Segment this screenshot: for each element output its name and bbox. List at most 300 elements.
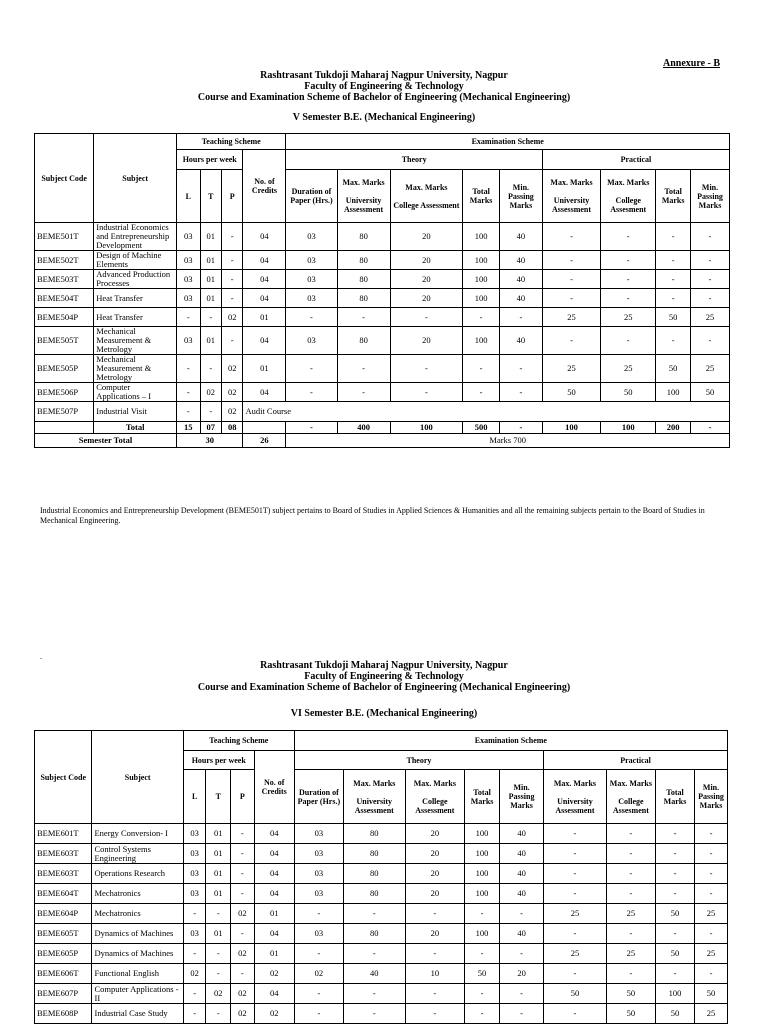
value-cell: 01 — [206, 824, 231, 844]
value-cell: 07 — [200, 422, 221, 434]
university-name: Rashtrasant Tukdoji Maharaj Nagpur University, Nagpur — [260, 660, 508, 671]
max-marks-label: Max. Marks — [553, 778, 597, 788]
value-cell: - — [695, 884, 728, 904]
value-cell: - — [231, 844, 255, 864]
header-block-2 — [0, 660, 768, 693]
college-assess-label: College Assesment — [610, 196, 647, 214]
value-cell: - — [656, 251, 691, 270]
value-cell: - — [465, 984, 500, 1004]
value-cell: 80 — [337, 289, 390, 308]
table-row — [35, 904, 728, 924]
value-cell: - — [390, 355, 463, 383]
value-cell: - — [183, 1004, 206, 1024]
value-cell: - — [405, 1004, 465, 1024]
value-cell: - — [337, 355, 390, 383]
table-row — [35, 964, 728, 984]
value-cell: - — [286, 383, 337, 402]
value-cell: 20 — [405, 924, 465, 944]
value-cell: 03 — [286, 327, 337, 355]
value-cell: - — [601, 327, 656, 355]
theory-header: Theory — [294, 751, 543, 770]
col-total: Total Marks — [463, 170, 500, 223]
value-cell: 20 — [390, 223, 463, 251]
value-cell: 40 — [499, 223, 542, 251]
value-cell: 40 — [499, 251, 542, 270]
subject-cell: Design of Machine Elements — [94, 251, 177, 270]
value-cell: 50 — [606, 984, 655, 1004]
value-cell: - — [200, 402, 221, 422]
value-cell: 50 — [542, 383, 600, 402]
table-row — [35, 251, 730, 270]
col-duration: Duration of Paper (Hrs.) — [286, 170, 337, 223]
subject-code-cell: BEME603T — [35, 844, 92, 864]
value-cell: 50 — [465, 964, 500, 984]
value-cell: - — [656, 223, 691, 251]
value-cell: - — [286, 355, 337, 383]
value-cell: 40 — [500, 864, 544, 884]
semester-total-marks: Marks 700 — [286, 434, 730, 448]
value-cell: 01 — [206, 864, 231, 884]
semester-5-title: V Semester B.E. (Mechanical Engineering) — [292, 112, 476, 123]
subject-cell: Dynamics of Machines — [92, 924, 183, 944]
value-cell: - — [231, 824, 255, 844]
subject-code-cell: BEME503T — [35, 270, 94, 289]
value-cell: 100 — [656, 383, 691, 402]
value-cell: - — [499, 308, 542, 327]
value-cell: 80 — [344, 884, 406, 904]
subject-code-cell: BEME603T — [35, 864, 92, 884]
value-cell: 03 — [177, 223, 201, 251]
value-cell: 02 — [200, 383, 221, 402]
value-cell: 50 — [656, 308, 691, 327]
value-cell: - — [231, 924, 255, 944]
max-marks-label: Max. Marks — [353, 778, 396, 788]
table-row — [35, 402, 730, 422]
value-cell: 01 — [200, 270, 221, 289]
subject-code-cell: BEME604T — [35, 884, 92, 904]
value-cell: - — [465, 1004, 500, 1024]
col-T: T — [200, 170, 221, 223]
value-cell: 100 — [465, 864, 500, 884]
value-cell: 02 — [231, 1004, 255, 1024]
value-cell: 80 — [344, 924, 406, 944]
value-cell: - — [695, 924, 728, 944]
value-cell: - — [206, 1004, 231, 1024]
hours-per-week-header: Hours per week — [177, 150, 243, 170]
value-cell: 02 — [221, 308, 242, 327]
subject-code-cell: BEME505P — [35, 355, 94, 383]
value-cell: - — [500, 1004, 544, 1024]
value-cell: - — [542, 251, 600, 270]
value-cell: 100 — [463, 327, 500, 355]
value-cell: - — [500, 904, 544, 924]
value-cell: - — [606, 824, 655, 844]
value-cell: - — [656, 884, 695, 904]
subject-code-cell: BEME504P — [35, 308, 94, 327]
value-cell: - — [294, 984, 343, 1004]
value-cell: 40 — [499, 289, 542, 308]
value-cell: 20 — [405, 864, 465, 884]
value-cell — [243, 422, 286, 434]
table-row — [35, 327, 730, 355]
table-row — [35, 383, 730, 402]
value-cell: 100 — [390, 422, 463, 434]
value-cell: 25 — [691, 355, 730, 383]
value-cell: - — [221, 289, 242, 308]
value-cell: 50 — [656, 904, 695, 924]
value-cell: 04 — [243, 223, 286, 251]
value-cell: 03 — [183, 824, 206, 844]
subject-code-cell: BEME601T — [35, 824, 92, 844]
audit-course-cell: Audit Course — [243, 402, 730, 422]
value-cell: - — [344, 944, 406, 964]
col-credits: No. of Credits — [254, 751, 294, 824]
table-row — [35, 223, 730, 251]
value-cell: 20 — [405, 844, 465, 864]
value-cell: 25 — [544, 944, 607, 964]
value-cell: 40 — [500, 844, 544, 864]
practical-header: Practical — [542, 150, 729, 170]
value-cell: 25 — [544, 904, 607, 924]
value-cell: - — [231, 864, 255, 884]
value-cell: - — [231, 884, 255, 904]
value-cell: - — [344, 1004, 406, 1024]
value-cell: 20 — [405, 824, 465, 844]
value-cell: - — [221, 251, 242, 270]
value-cell: - — [221, 223, 242, 251]
univ-assess-label: University Assessment — [344, 196, 384, 214]
college-assess-label: College Assessment — [415, 796, 455, 815]
value-cell: 100 — [463, 270, 500, 289]
value-cell: 100 — [465, 884, 500, 904]
col-p-min-pass: Min. Passing Marks — [691, 170, 730, 223]
value-cell: - — [206, 944, 231, 964]
value-cell: 01 — [200, 289, 221, 308]
value-cell: - — [656, 964, 695, 984]
table-row — [35, 824, 728, 844]
value-cell: 20 — [390, 251, 463, 270]
board-of-studies-note: Industrial Economics and Entrepreneurship Development (BEME501T) subject pertains to Board of Studies in Applied Sciences & Humanities and all the remaining subjects pertain to the Board of Studies in Mechanical Engineering. — [40, 506, 705, 525]
value-cell: - — [390, 383, 463, 402]
value-cell: - — [691, 327, 730, 355]
subject-code-cell: BEME604P — [35, 904, 92, 924]
value-cell: - — [183, 944, 206, 964]
value-cell: 80 — [344, 864, 406, 884]
value-cell: 40 — [499, 270, 542, 289]
value-cell: 20 — [390, 289, 463, 308]
subject-code-cell: BEME507P — [35, 402, 94, 422]
total-label: Total — [94, 422, 177, 434]
value-cell: - — [695, 964, 728, 984]
college-assess-label: College Assessment — [393, 200, 460, 210]
table-row — [35, 984, 728, 1004]
value-cell: - — [221, 270, 242, 289]
semester-total-hours: 30 — [177, 434, 243, 448]
value-cell: 80 — [337, 270, 390, 289]
value-cell: 40 — [500, 884, 544, 904]
max-marks-label: Max. Marks — [413, 778, 456, 788]
value-cell: 03 — [177, 289, 201, 308]
value-cell: 15 — [177, 422, 201, 434]
value-cell: - — [691, 251, 730, 270]
col-subject-code: Subject Code — [35, 134, 94, 223]
col-subject: Subject — [94, 134, 177, 223]
college-assess-label: College Assesment — [612, 796, 649, 815]
value-cell: 50 — [544, 984, 607, 1004]
value-cell: 04 — [243, 383, 286, 402]
value-cell: 100 — [465, 824, 500, 844]
value-cell: 80 — [344, 844, 406, 864]
value-cell: - — [200, 355, 221, 383]
value-cell: 04 — [243, 327, 286, 355]
value-cell: 50 — [691, 383, 730, 402]
value-cell: 80 — [337, 251, 390, 270]
value-cell: 04 — [254, 884, 294, 904]
value-cell: - — [177, 402, 201, 422]
subject-code-cell: BEME502T — [35, 251, 94, 270]
value-cell: 100 — [465, 924, 500, 944]
value-cell: - — [544, 924, 607, 944]
subject-cell: Mechatronics — [92, 884, 183, 904]
value-cell: 01 — [200, 251, 221, 270]
table-row — [35, 844, 728, 864]
value-cell: - — [499, 355, 542, 383]
value-cell: - — [695, 844, 728, 864]
value-cell: 50 — [656, 355, 691, 383]
value-cell: 04 — [254, 824, 294, 844]
col-total: Total Marks — [465, 770, 500, 824]
table-row — [35, 289, 730, 308]
value-cell: - — [465, 904, 500, 924]
table-row — [35, 944, 728, 964]
value-cell: 03 — [183, 864, 206, 884]
value-cell: - — [601, 289, 656, 308]
value-cell: - — [183, 984, 206, 1004]
univ-assess-label: University Assessment — [354, 796, 394, 815]
col-p-college-max — [601, 170, 656, 223]
value-cell: 80 — [337, 223, 390, 251]
value-cell: - — [200, 308, 221, 327]
value-cell: 400 — [337, 422, 390, 434]
value-cell: - — [177, 308, 201, 327]
value-cell: 50 — [606, 1004, 655, 1024]
value-cell: - — [606, 844, 655, 864]
value-cell: 10 — [405, 964, 465, 984]
value-cell: - — [500, 984, 544, 1004]
col-p-total: Total Marks — [656, 770, 695, 824]
value-cell: 03 — [183, 884, 206, 904]
value-cell: 03 — [294, 924, 343, 944]
total-row — [35, 422, 730, 434]
value-cell: - — [405, 984, 465, 1004]
value-cell: - — [294, 1004, 343, 1024]
value-cell: - — [183, 904, 206, 924]
course-title: Course and Examination Scheme of Bachelor of Engineering (Mechanical Engineering) — [197, 92, 571, 103]
value-cell: - — [695, 824, 728, 844]
subject-cell: Computer Applications – I — [94, 383, 177, 402]
value-cell: 02 — [294, 964, 343, 984]
table-row — [35, 864, 728, 884]
col-min-pass: Min. Passing Marks — [500, 770, 544, 824]
value-cell: 20 — [390, 327, 463, 355]
value-cell: 25 — [691, 308, 730, 327]
value-cell: 03 — [177, 251, 201, 270]
subject-code-cell: BEME506P — [35, 383, 94, 402]
value-cell: 04 — [243, 251, 286, 270]
value-cell: 01 — [243, 308, 286, 327]
col-subject: Subject — [92, 731, 183, 824]
value-cell: 80 — [344, 824, 406, 844]
value-cell: - — [177, 355, 201, 383]
value-cell: 02 — [254, 1004, 294, 1024]
subject-cell: Heat Transfer — [94, 289, 177, 308]
value-cell: - — [656, 327, 691, 355]
table-row — [35, 270, 730, 289]
semester-total-label: Semester Total — [35, 434, 177, 448]
value-cell: - — [542, 223, 600, 251]
value-cell: 25 — [695, 1004, 728, 1024]
value-cell: 01 — [254, 904, 294, 924]
col-college-max — [405, 770, 465, 824]
value-cell: - — [606, 924, 655, 944]
value-cell: - — [656, 824, 695, 844]
max-marks-label: Max. Marks — [342, 178, 385, 187]
value-cell: - — [286, 308, 337, 327]
semester-6-title: VI Semester B.E. (Mechanical Engineering) — [290, 708, 478, 719]
value-cell: - — [656, 864, 695, 884]
value-cell: 03 — [294, 844, 343, 864]
col-p-univ-max — [544, 770, 607, 824]
value-cell: 02 — [183, 964, 206, 984]
value-cell: - — [499, 422, 542, 434]
value-cell: 03 — [286, 251, 337, 270]
value-cell: 01 — [206, 924, 231, 944]
exam-scheme-header: Examination Scheme — [294, 731, 727, 751]
col-p-total: Total Marks — [656, 170, 691, 223]
table-row — [35, 308, 730, 327]
value-cell: - — [465, 944, 500, 964]
value-cell: - — [544, 884, 607, 904]
subject-code-cell: BEME606T — [35, 964, 92, 984]
col-P: P — [231, 770, 255, 824]
value-cell: 100 — [465, 844, 500, 864]
value-cell: 01 — [206, 884, 231, 904]
value-cell: 02 — [231, 984, 255, 1004]
value-cell: 01 — [200, 327, 221, 355]
value-cell: - — [691, 422, 730, 434]
value-cell: 03 — [183, 844, 206, 864]
value-cell: - — [606, 884, 655, 904]
value-cell: 100 — [601, 422, 656, 434]
value-cell: - — [337, 308, 390, 327]
teaching-scheme-header: Teaching Scheme — [183, 731, 294, 751]
value-cell: 200 — [656, 422, 691, 434]
subject-code-cell: BEME605P — [35, 944, 92, 964]
value-cell: 03 — [177, 270, 201, 289]
subject-cell: Industrial Visit — [94, 402, 177, 422]
subject-cell: Mechatronics — [92, 904, 183, 924]
value-cell: 02 — [221, 383, 242, 402]
col-L: L — [183, 770, 206, 824]
value-cell: - — [499, 383, 542, 402]
value-cell: - — [691, 289, 730, 308]
subject-code-cell: BEME608P — [35, 1004, 92, 1024]
col-L: L — [177, 170, 201, 223]
value-cell: - — [544, 864, 607, 884]
table-row — [35, 924, 728, 944]
semester-6-rows — [35, 824, 728, 1024]
value-cell: 02 — [221, 402, 242, 422]
value-cell: 04 — [254, 924, 294, 944]
exam-scheme-header: Examination Scheme — [286, 134, 730, 150]
univ-assess-label: University Assessment — [555, 796, 595, 815]
value-cell: 50 — [601, 383, 656, 402]
col-univ-max — [337, 170, 390, 223]
value-cell: 25 — [542, 355, 600, 383]
value-cell: 25 — [606, 944, 655, 964]
value-cell: 02 — [231, 944, 255, 964]
value-cell: - — [286, 422, 337, 434]
subject-cell: Functional English — [92, 964, 183, 984]
value-cell: - — [544, 1004, 607, 1024]
max-marks-label: Max. Marks — [607, 178, 650, 187]
col-T: T — [206, 770, 231, 824]
university-name: Rashtrasant Tukdoji Maharaj Nagpur University, Nagpur — [260, 70, 508, 81]
table-row — [35, 884, 728, 904]
course-title: Course and Examination Scheme of Bachelor of Engineering (Mechanical Engineering) — [197, 682, 571, 693]
value-cell: 01 — [206, 844, 231, 864]
semester-5-table — [34, 133, 730, 448]
value-cell: - — [294, 904, 343, 924]
value-cell: - — [390, 308, 463, 327]
col-credits: No. of Credits — [243, 150, 286, 223]
value-cell: - — [601, 251, 656, 270]
col-college-max — [390, 170, 463, 223]
value-cell: - — [344, 984, 406, 1004]
value-cell: - — [656, 270, 691, 289]
value-cell: 04 — [254, 844, 294, 864]
value-cell: 03 — [286, 223, 337, 251]
faculty-name: Faculty of Engineering & Technology — [304, 81, 464, 92]
subject-cell: Industrial Economics and Entrepreneurship Development — [94, 223, 177, 251]
value-cell: - — [500, 944, 544, 964]
value-cell: 01 — [254, 944, 294, 964]
subject-cell: Operations Research — [92, 864, 183, 884]
col-P: P — [221, 170, 242, 223]
col-subject-code: Subject Code — [35, 731, 92, 824]
value-cell: 20 — [405, 884, 465, 904]
value-cell: 25 — [542, 308, 600, 327]
value-cell: 04 — [243, 289, 286, 308]
value-cell — [35, 422, 94, 434]
faculty-name: Faculty of Engineering & Technology — [304, 671, 464, 682]
value-cell: 80 — [337, 327, 390, 355]
value-cell: 03 — [183, 924, 206, 944]
value-cell: 03 — [294, 824, 343, 844]
value-cell: - — [221, 327, 242, 355]
annexure-label: Annexure - B — [663, 58, 721, 69]
subject-cell: Dynamics of Machines — [92, 944, 183, 964]
value-cell: - — [544, 824, 607, 844]
value-cell: 40 — [499, 327, 542, 355]
max-marks-label: Max. Marks — [550, 178, 593, 187]
value-cell: 50 — [656, 1004, 695, 1024]
table-row — [35, 1004, 728, 1024]
value-cell: 20 — [390, 270, 463, 289]
teaching-scheme-header: Teaching Scheme — [177, 134, 286, 150]
semester-5-rows — [35, 223, 730, 402]
value-cell: - — [542, 270, 600, 289]
